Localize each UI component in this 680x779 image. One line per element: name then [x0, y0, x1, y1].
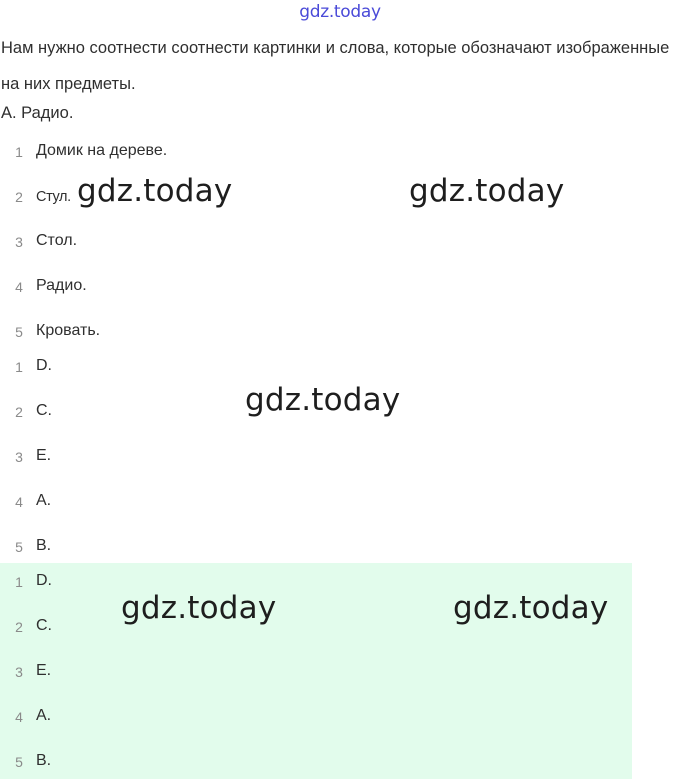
list-item-text: C.	[36, 617, 52, 634]
list-item	[0, 231, 632, 255]
watermark-text: gdz.today	[245, 382, 401, 418]
line-number: 3	[15, 449, 23, 465]
list-item	[0, 356, 632, 380]
watermark-text: gdz.today	[453, 590, 609, 626]
list-item-text: D.	[36, 357, 52, 374]
line-number: 4	[15, 279, 23, 295]
answer-list-item	[0, 751, 632, 775]
list-item-text: E.	[36, 662, 52, 679]
line-number: 5	[15, 324, 23, 340]
list-item	[0, 491, 632, 515]
line-number: 5	[15, 539, 23, 555]
list-item-text: Домик на дереве.	[36, 142, 168, 159]
watermark-text: gdz.today	[121, 590, 277, 626]
list-item	[0, 536, 632, 560]
watermark-text: gdz.today	[77, 173, 233, 209]
list-item-text: D.	[36, 572, 52, 589]
list-item-text: A.	[36, 492, 52, 509]
list-item-text: Стул.	[36, 189, 71, 205]
line-number: 4	[15, 494, 23, 510]
list-item-text: E.	[36, 447, 52, 464]
line-number: 2	[15, 619, 23, 635]
list-item	[0, 276, 632, 300]
line-number: 1	[15, 359, 23, 375]
watermark-text: gdz.today	[409, 173, 565, 209]
list-item-text: Кровать.	[36, 322, 101, 339]
answer-list-item	[0, 661, 632, 685]
list-item-text: B.	[36, 752, 52, 769]
line-number: 2	[15, 189, 23, 205]
list-item-text: Стол.	[36, 232, 78, 249]
task-intro-text: Нам нужно соотнести соотнести картинки и слова, которые обозначают изображенные на них предметы.	[1, 39, 670, 93]
line-number: 4	[15, 709, 23, 725]
line-number: 3	[15, 234, 23, 250]
line-number: 5	[15, 754, 23, 770]
list-item-text: Радио.	[36, 277, 87, 294]
list-item-text: C.	[36, 402, 52, 419]
line-number: 3	[15, 664, 23, 680]
answer-label: A. Радио.	[1, 104, 74, 122]
list-item	[0, 321, 632, 345]
list-item-text: A.	[36, 707, 52, 724]
answer-list-item	[0, 706, 632, 730]
line-number: 2	[15, 404, 23, 420]
list-item-text: B.	[36, 537, 52, 554]
list-item	[0, 141, 632, 165]
line-number: 1	[15, 144, 23, 160]
list-item	[0, 446, 632, 470]
header-watermark: gdz.today	[299, 2, 381, 22]
line-number: 1	[15, 574, 23, 590]
